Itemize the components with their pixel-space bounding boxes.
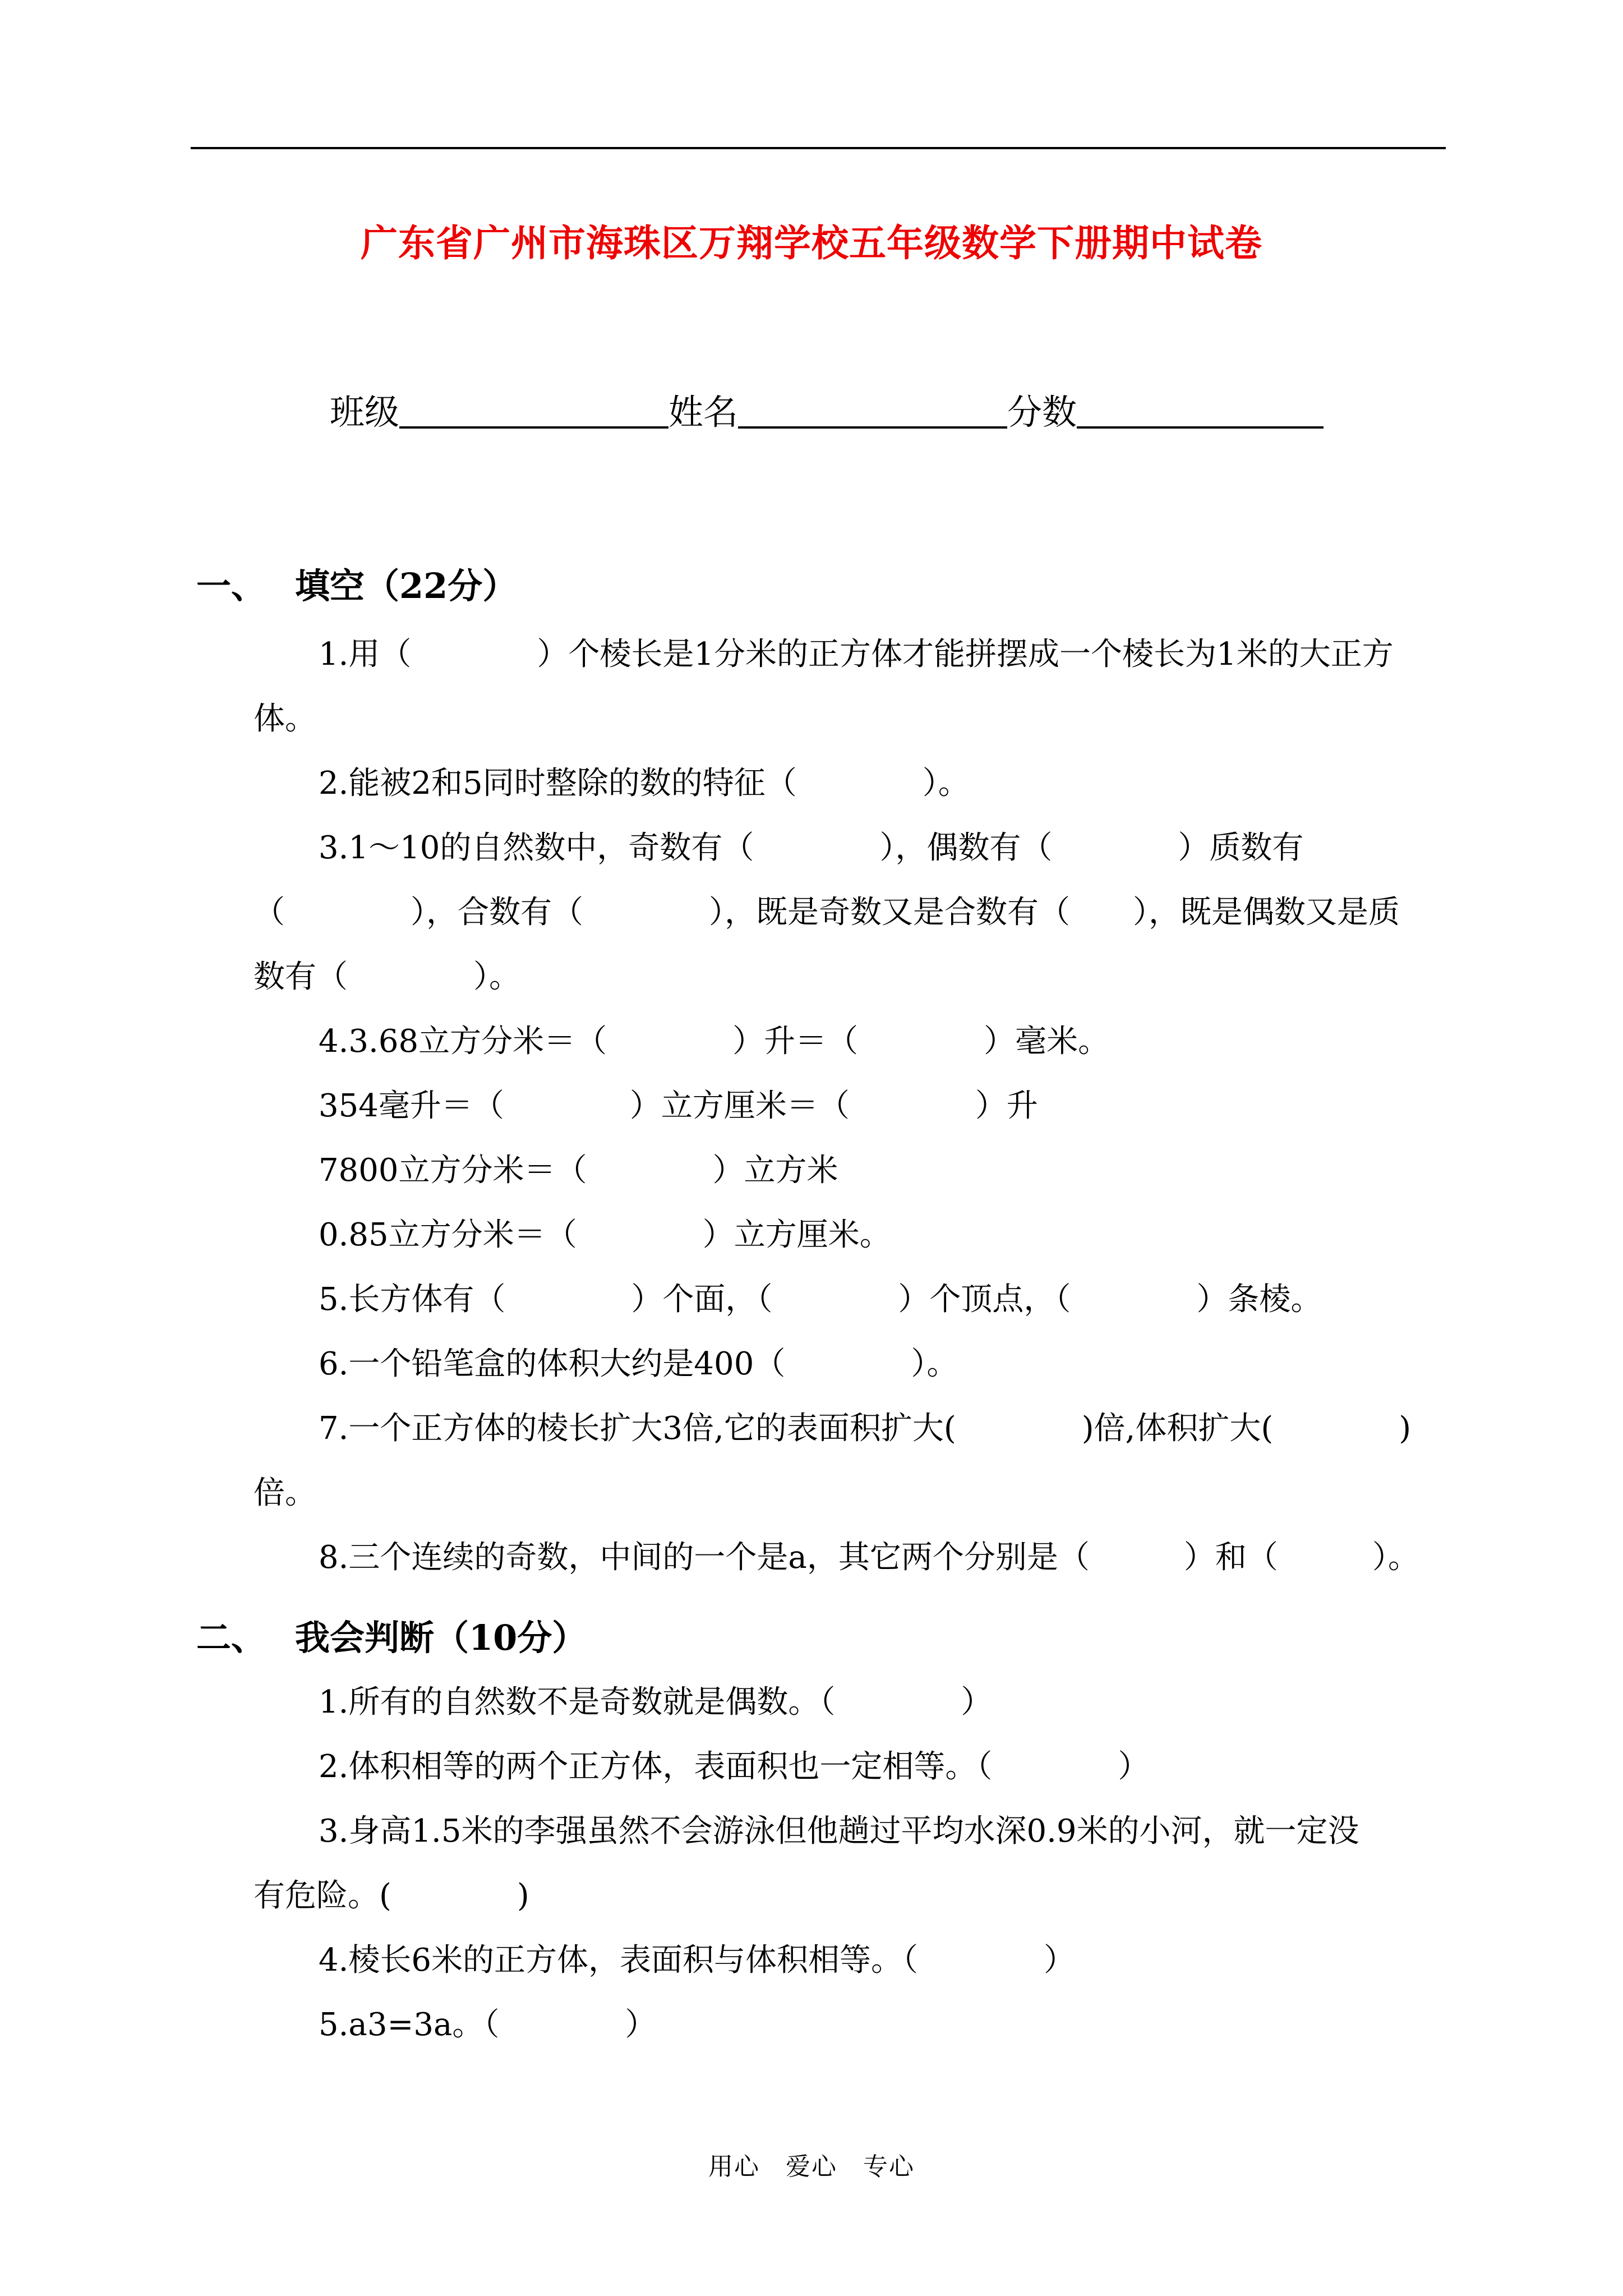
- question-line: 8.三个连续的奇数，中间的一个是a，其它两个分别是（ ）和（ ）。: [319, 1539, 1419, 1576]
- page-footer: 用心 爱心 专心: [708, 2152, 915, 2181]
- question-line: 数有（ ）。: [253, 959, 520, 995]
- question-line: 4.棱长6米的正方体，表面积与体积相等。（ ）: [319, 1942, 1076, 1978]
- section-heading-fill: 一、 填空（22分）: [196, 565, 518, 606]
- class-blank[interactable]: [399, 387, 668, 429]
- question-line: 7800立方分米＝（ ）立方米: [319, 1152, 838, 1189]
- question-line: 1.用（ ）个棱长是1分米的正方体才能拼摆成一个棱长为1米的大正方: [319, 636, 1394, 673]
- section-heading-judge: 二、 我会判断（10分）: [196, 1617, 587, 1658]
- question-line: 3.身高1.5米的李强虽然不会游泳但他趟过平均水深0.9米的小河，就一定没: [319, 1813, 1359, 1849]
- question-line: 5.a3=3a。（ ）: [319, 2007, 657, 2043]
- question-line: 5.长方体有（ ）个面，（ ）个顶点，（ ）条棱。: [319, 1281, 1322, 1318]
- question-line: 4.3.68立方分米＝（ ）升＝（ ）毫米。: [319, 1023, 1110, 1060]
- question-line: 倍。: [253, 1475, 316, 1511]
- question-line: 1.所有的自然数不是奇数就是偶数。（ ）: [319, 1684, 993, 1720]
- score-label: 分数: [1007, 392, 1077, 432]
- question-line: 354毫升＝（ ）立方厘米＝（ ）升: [319, 1088, 1038, 1124]
- student-info-line: [330, 387, 1324, 438]
- question-line: 6.一个铅笔盒的体积大约是400（ ）。: [319, 1346, 958, 1382]
- question-line: 3.1～10的自然数中，奇数有（ ），偶数有（ ）质数有: [319, 830, 1304, 866]
- top-rule: [191, 147, 1446, 149]
- question-line: 0.85立方分米＝（ ）立方厘米。: [319, 1217, 891, 1253]
- name-blank[interactable]: [738, 387, 1007, 429]
- class-label: 班级: [330, 392, 400, 432]
- score-blank[interactable]: [1077, 387, 1324, 429]
- question-line: 2.能被2和5同时整除的数的特征（ ）。: [319, 765, 970, 802]
- question-line: 有危险。( ): [253, 1878, 529, 1914]
- question-line: 体。: [253, 701, 316, 737]
- page-title: 广东省广州市海珠区万翔学校五年级数学下册期中试卷: [361, 221, 1262, 265]
- question-line: 2.体积相等的两个正方体，表面积也一定相等。（ ）: [319, 1749, 1150, 1785]
- question-line: 7.一个正方体的棱长扩大3倍,它的表面积扩大( )倍,体积扩大( ): [319, 1410, 1412, 1447]
- question-line: （ ），合数有（ ），既是奇数又是合数有（ ），既是偶数又是质: [253, 894, 1400, 931]
- name-label: 姓名: [668, 392, 739, 432]
